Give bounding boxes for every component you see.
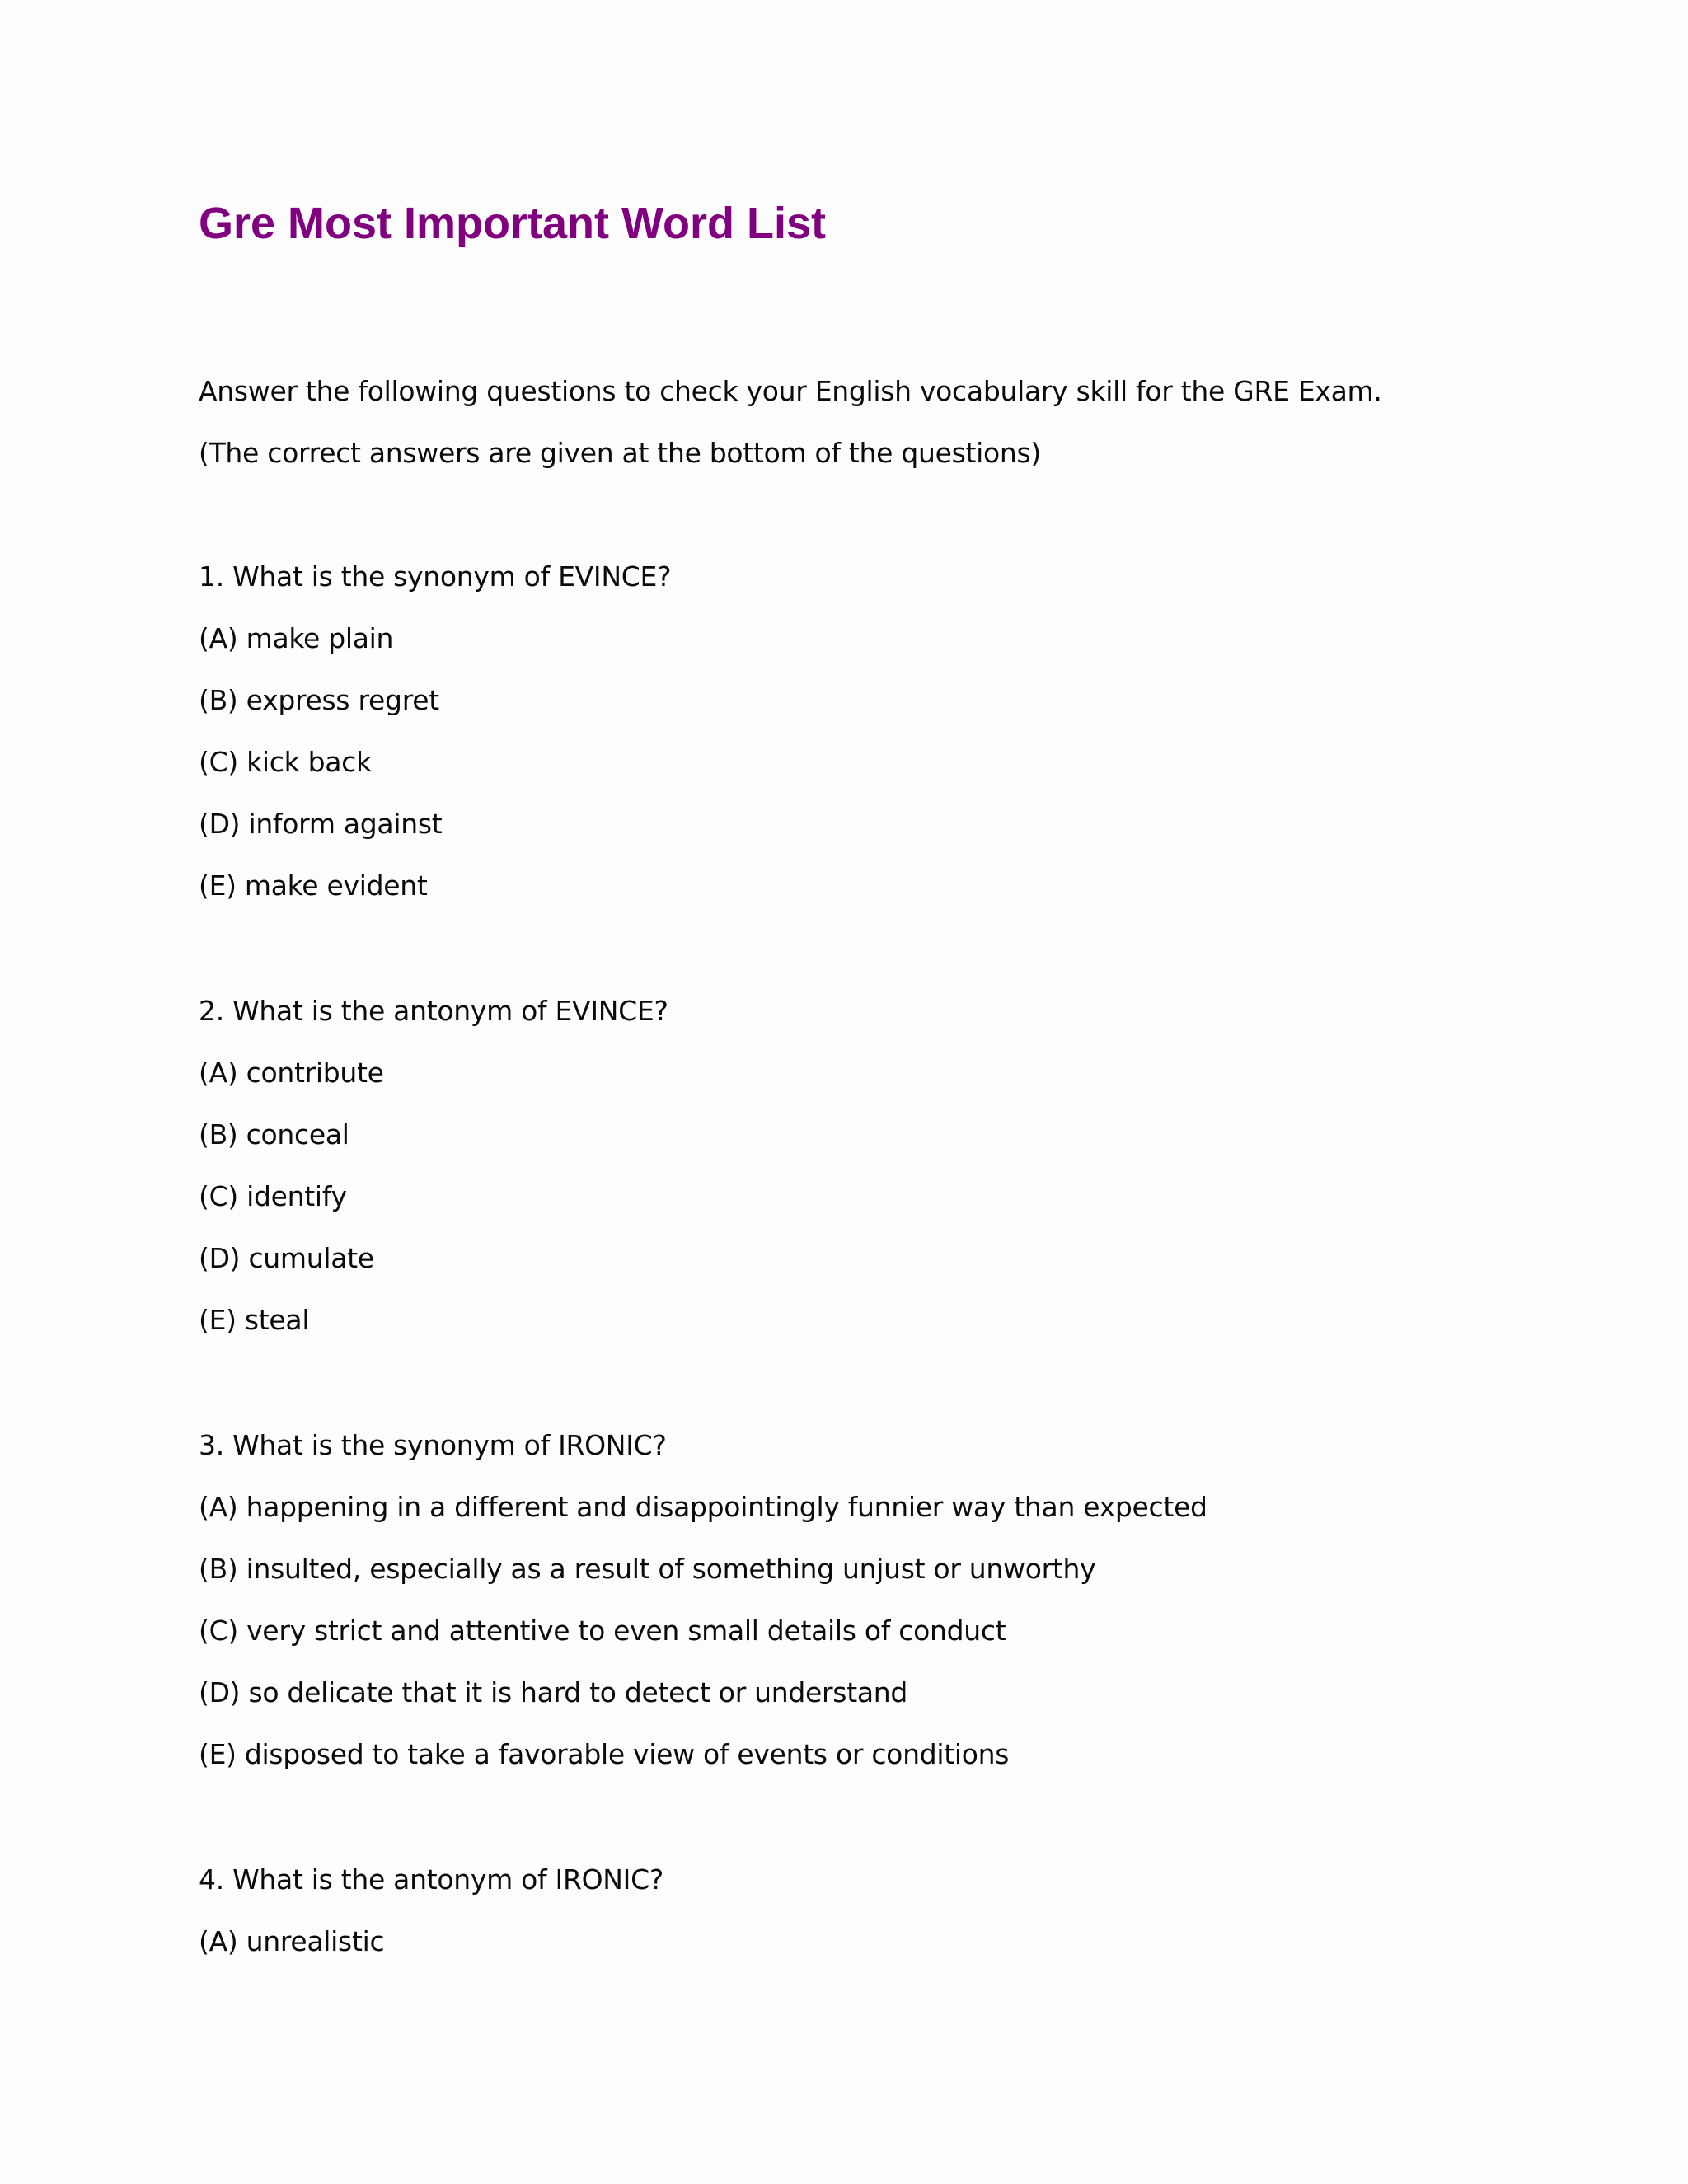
document-title: Gre Most Important Word List: [199, 199, 827, 248]
question-3-option-e: (E) disposed to take a favorable view of events or conditions: [199, 1738, 1010, 1770]
question-2-option-b: (B) conceal: [199, 1118, 349, 1151]
intro-text: Answer the following questions to check your English vocabulary skill for the GRE Exam.: [199, 375, 1382, 407]
question-3-option-d: (D) so delicate that it is hard to detect or understand: [199, 1676, 908, 1708]
question-2-option-d: (D) cumulate: [199, 1242, 374, 1274]
question-1-option-c: (C) kick back: [199, 746, 372, 778]
question-2-option-e: (E) steal: [199, 1304, 310, 1336]
question-3-option-a: (A) happening in a different and disappointingly funnier way than expected: [199, 1491, 1207, 1523]
question-2-prompt: 2. What is the antonym of EVINCE?: [199, 995, 668, 1027]
question-3-prompt: 3. What is the synonym of IRONIC?: [199, 1429, 667, 1461]
question-2-option-a: (A) contribute: [199, 1057, 384, 1089]
question-4-option-a: (A) unrealistic: [199, 1925, 385, 1957]
question-1-option-d: (D) inform against: [199, 808, 443, 840]
question-1-option-a: (A) make plain: [199, 622, 394, 654]
question-3-option-b: (B) insulted, especially as a result of something unjust or unworthy: [199, 1553, 1096, 1585]
question-3-option-c: (C) very strict and attentive to even small details of conduct: [199, 1615, 1006, 1647]
answers-note: (The correct answers are given at the bottom of the questions): [199, 437, 1041, 469]
question-2-option-c: (C) identify: [199, 1180, 347, 1212]
question-1-prompt: 1. What is the synonym of EVINCE?: [199, 560, 672, 593]
question-1-option-b: (B) express regret: [199, 684, 439, 716]
question-4-prompt: 4. What is the antonym of IRONIC?: [199, 1863, 664, 1896]
question-1-option-e: (E) make evident: [199, 869, 428, 902]
